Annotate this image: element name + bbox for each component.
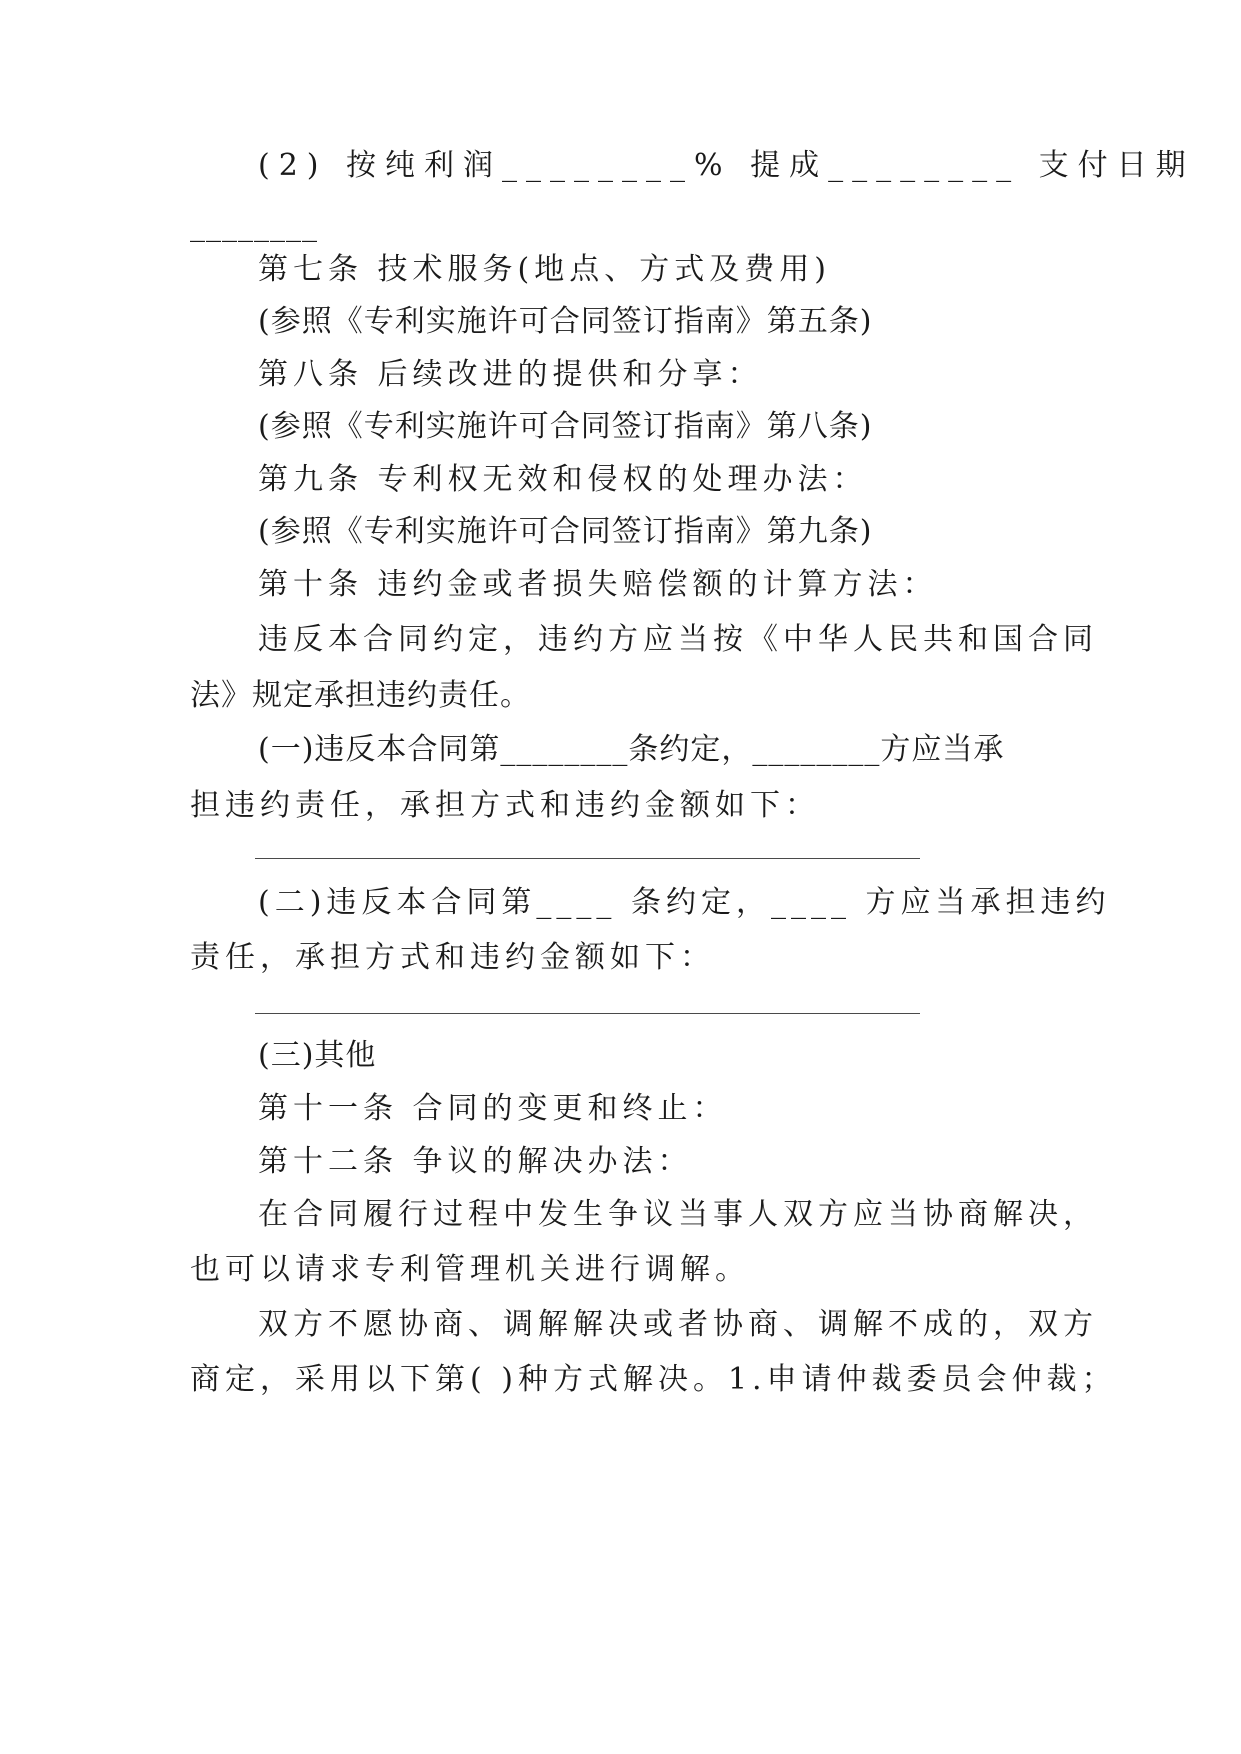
clause-10-item-1-fill-line xyxy=(255,858,920,859)
clause-10-heading: 第十条 违约金或者损失赔偿额的计算方法： xyxy=(258,567,938,602)
clause-10-item-1-line-1: (一)违反本合同第________条约定，________方应当承 xyxy=(258,732,1005,767)
clause-12-paragraph-1-line-2: 也可以请求专利管理机关进行调解。 xyxy=(190,1252,750,1287)
clause-12-paragraph-1-line-1: 在合同履行过程中发生争议当事人双方应当协商解决， xyxy=(258,1197,1098,1232)
clause-7-reference: (参照《专利实施许可合同签订指南》第五条) xyxy=(258,304,873,339)
clause-12-paragraph-2-line-1: 双方不愿协商、调解解决或者协商、调解不成的，双方 xyxy=(258,1307,1098,1342)
clause-10-item-2-fill-line xyxy=(255,1013,920,1014)
clause-9-heading: 第九条 专利权无效和侵权的处理办法： xyxy=(258,462,868,497)
clause-10-paragraph-line-1: 违反本合同约定，违约方应当按《中华人民共和国合同 xyxy=(258,622,1098,657)
clause-12-paragraph-2-line-2: 商定，采用以下第( )种方式解决。1.申请仲裁委员会仲裁； xyxy=(190,1362,1117,1397)
clause-10-item-2-line-2: 责任，承担方式和违约金额如下： xyxy=(190,940,715,975)
clause-10-item-2-line-1: (二)违反本合同第____ 条约定，____ 方应当承担违约 xyxy=(258,885,1111,920)
clause-10-item-3: (三)其他 xyxy=(258,1038,377,1073)
clause-11-heading: 第十一条 合同的变更和终止： xyxy=(258,1091,728,1126)
clause-9-reference: (参照《专利实施许可合同签订指南》第九条) xyxy=(258,514,873,549)
clause-12-heading: 第十二条 争议的解决办法： xyxy=(258,1144,693,1179)
clause-7-heading: 第七条 技术服务(地点、方式及费用) xyxy=(258,252,831,287)
clause-8-reference: (参照《专利实施许可合同签订指南》第八条) xyxy=(258,409,873,444)
clause-6-payment-date-blank: ________ xyxy=(190,208,318,243)
clause-8-heading: 第八条 后续改进的提供和分享： xyxy=(258,357,763,392)
clause-6-payment-item-2: (2) 按纯利润________% 提成________ 支付日期 xyxy=(258,148,1195,183)
clause-10-item-1-line-2: 担违约责任，承担方式和违约金额如下： xyxy=(190,788,820,823)
clause-10-paragraph-line-2: 法》规定承担违约责任。 xyxy=(190,678,531,713)
